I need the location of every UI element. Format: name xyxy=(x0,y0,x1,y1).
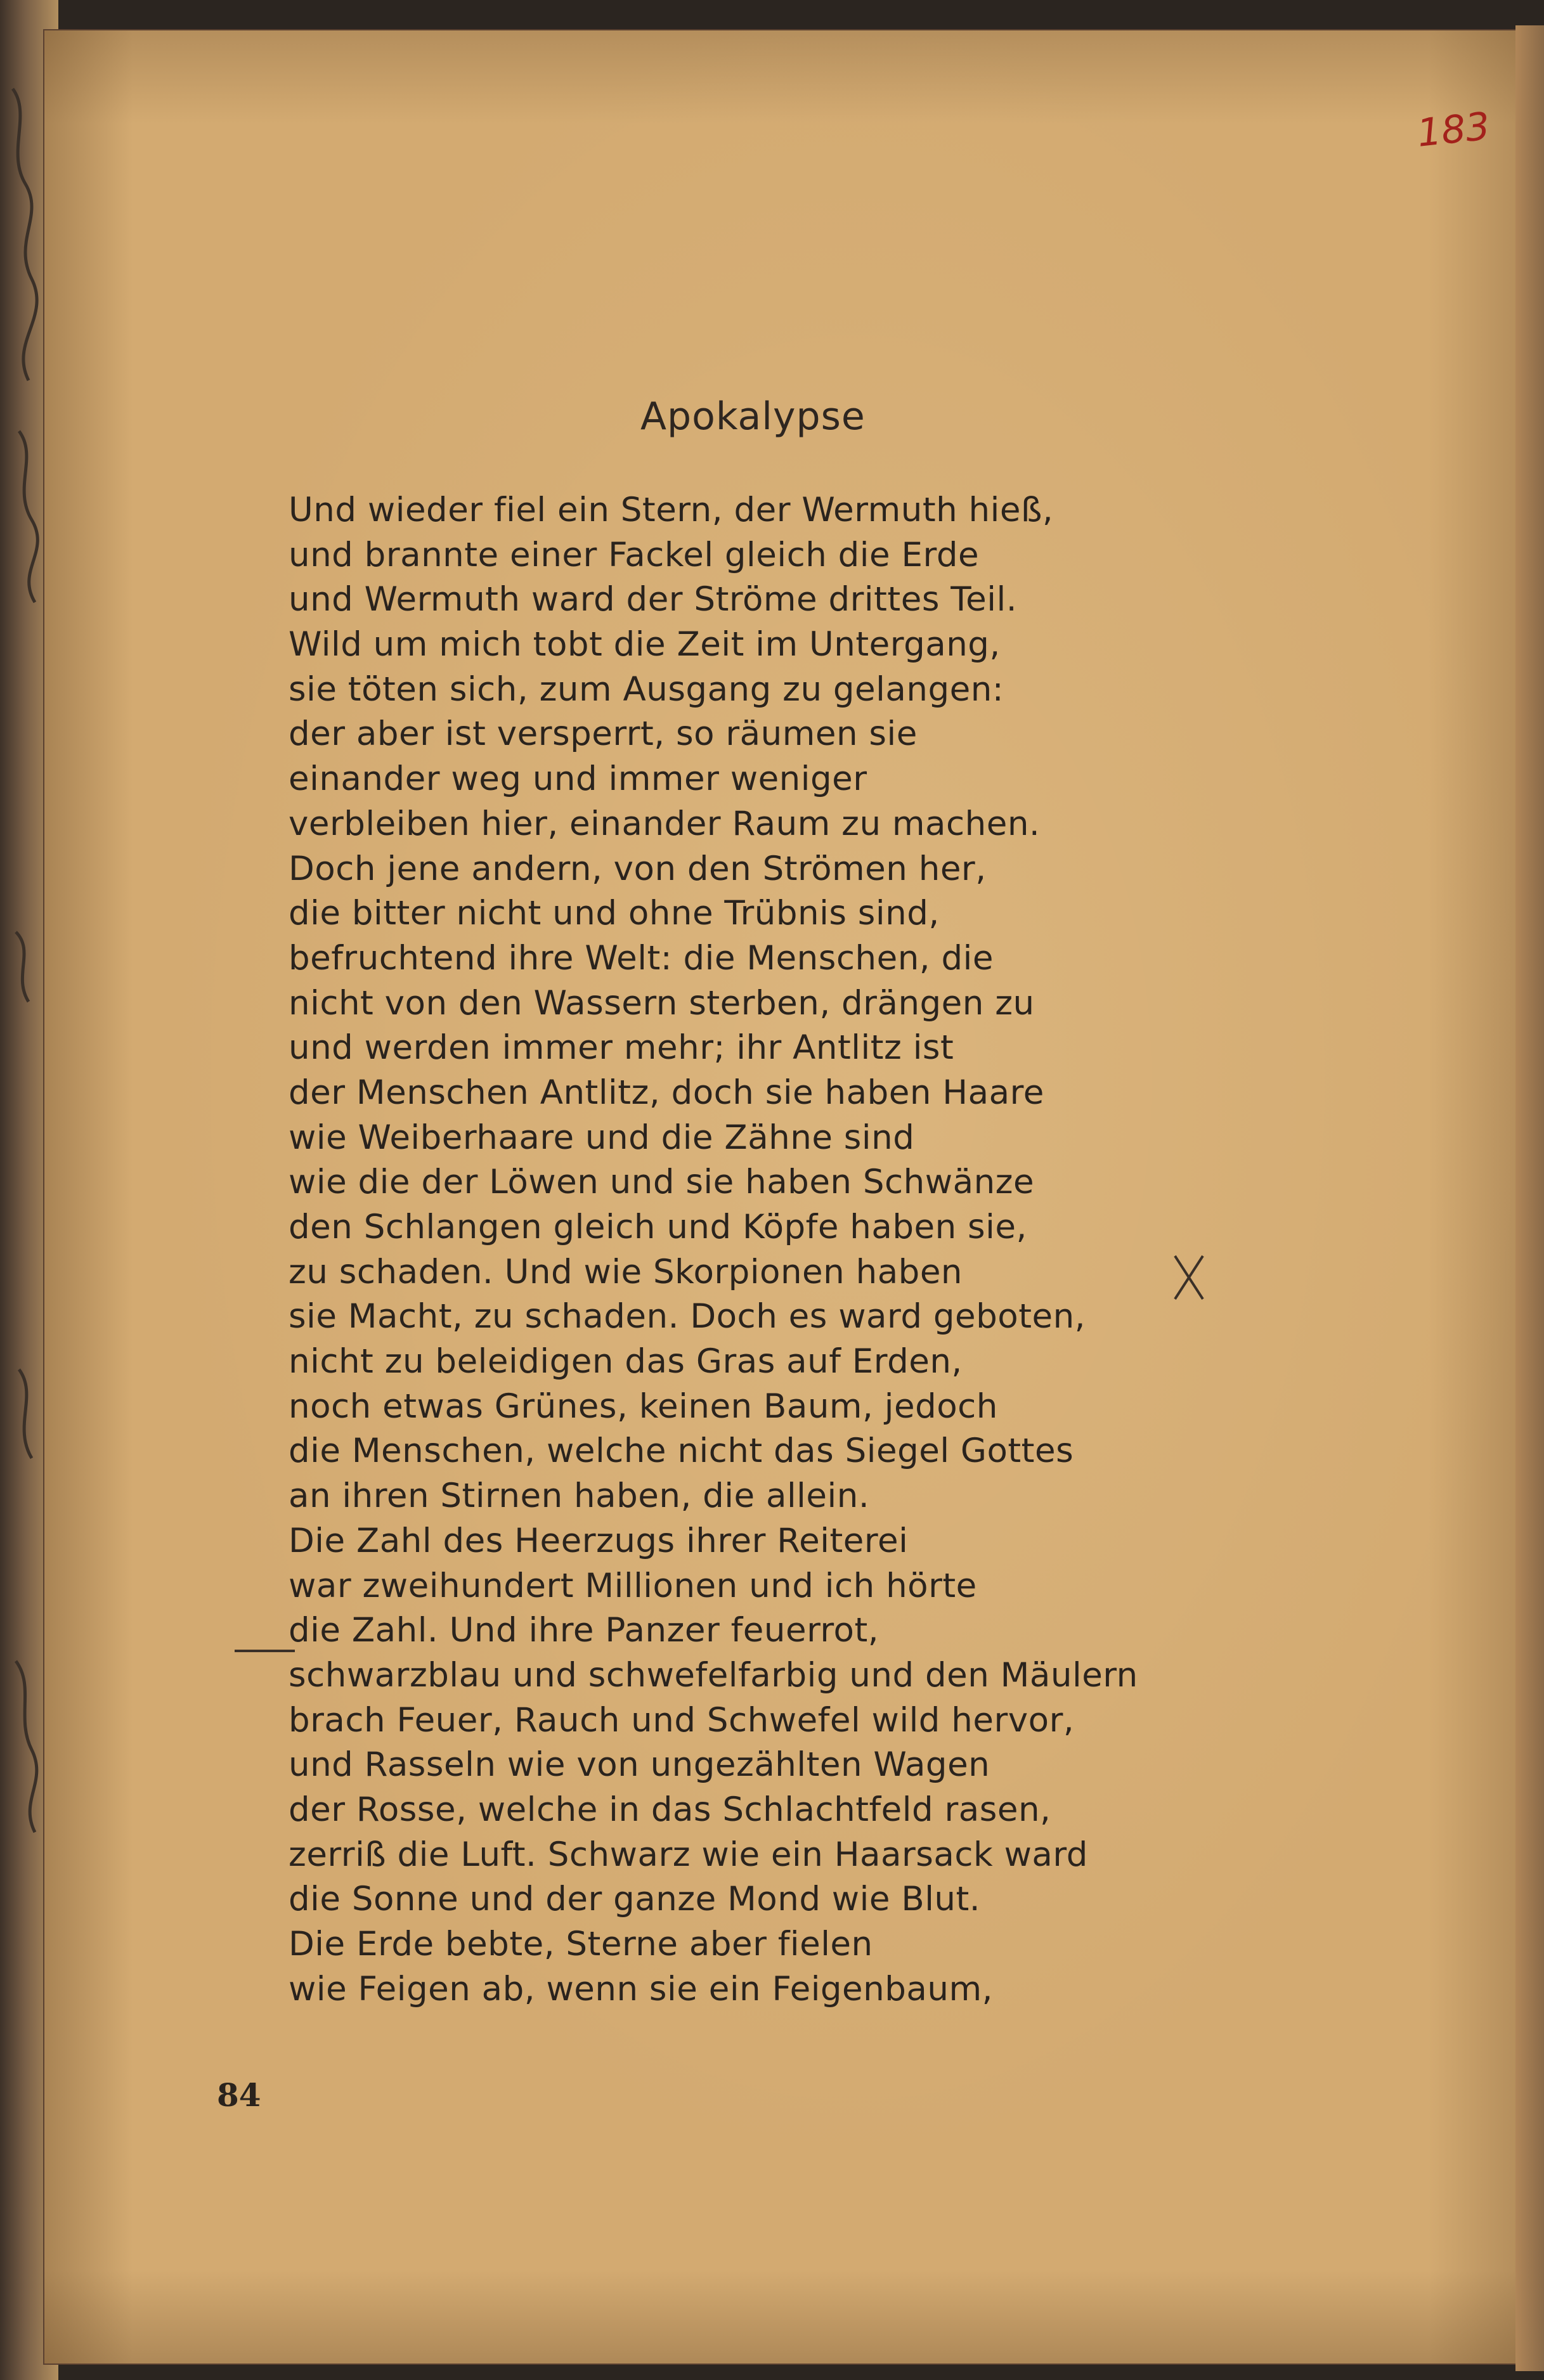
poem-line: sie Macht, zu schaden. Doch es ward geboten, xyxy=(289,1297,1086,1336)
poem-line: zu schaden. Und wie Skorpionen haben xyxy=(289,1252,963,1291)
poem-line: wie die der Löwen und sie haben Schwänze xyxy=(289,1163,1035,1202)
poem-line: und Wermuth ward der Ströme drittes Teil. xyxy=(289,580,1018,619)
poem-line: schwarzblau und schwefelfarbig und den Mäulern xyxy=(289,1655,1138,1695)
page-number: 84 xyxy=(217,2076,261,2114)
poem-line: und brannte einer Fackel gleich die Erde xyxy=(289,535,980,574)
margin-dash-icon xyxy=(235,1648,295,1653)
poem-line: an ihren Stirnen haben, die allein. xyxy=(289,1477,870,1516)
poem-line: zerriß die Luft. Schwarz wie ein Haarsack ward xyxy=(289,1835,1088,1874)
poem-line: Die Erde bebte, Sterne aber fielen xyxy=(289,1925,873,1963)
poem-line: wie Weiberhaare und die Zähne sind xyxy=(289,1118,915,1157)
page-edge xyxy=(1515,25,1544,2371)
poem-line: den Schlangen gleich und Köpfe haben sie, xyxy=(289,1208,1027,1246)
poem-line: Doch jene andern, von den Strömen her, xyxy=(289,849,987,888)
poem-line: nicht zu beleidigen das Gras auf Erden, xyxy=(289,1342,963,1381)
poem-title: Apokalypse xyxy=(640,394,866,439)
poem-line: noch etwas Grünes, keinen Baum, jedoch xyxy=(289,1387,998,1426)
poem-line: und werden immer mehr; ihr Antlitz ist xyxy=(289,1028,954,1068)
poem-line: die bitter nicht und ohne Trübnis sind, xyxy=(289,894,940,933)
poem-line: der Rosse, welche in das Schlachtfeld rasen, xyxy=(289,1790,1051,1829)
poem-line: der Menschen Antlitz, doch sie haben Haare xyxy=(289,1073,1044,1112)
poem-line: war zweihundert Millionen und ich hörte xyxy=(289,1566,977,1605)
poem-line: die Menschen, welche nicht das Siegel Gottes xyxy=(289,1432,1074,1471)
poem-line: Wild um mich tobt die Zeit im Untergang, xyxy=(289,625,1001,664)
poem-line: Die Zahl des Heerzugs ihrer Reiterei xyxy=(289,1521,909,1560)
poem-line: die Zahl. Und ihre Panzer feuerrot, xyxy=(289,1611,879,1650)
poem-line: verbleiben hier, einander Raum zu machen. xyxy=(289,804,1041,843)
cross-mark-icon xyxy=(1170,1252,1208,1303)
poem-line: sie töten sich, zum Ausgang zu gelangen: xyxy=(289,669,1004,709)
poem-line: einander weg und immer weniger xyxy=(289,760,867,799)
poem-line: nicht von den Wassern sterben, drängen zu xyxy=(289,983,1035,1023)
poem-line: die Sonne und der ganze Mond wie Blut. xyxy=(289,1880,981,1919)
poem-body xyxy=(289,488,1335,2012)
poem-line: befruchtend ihre Welt: die Menschen, die xyxy=(289,938,994,978)
poem-line: Und wieder fiel ein Stern, der Wermuth hieß, xyxy=(289,491,1054,529)
folio-number: 183 xyxy=(1415,104,1492,156)
poem-line: der aber ist versperrt, so räumen sie xyxy=(289,715,918,754)
poem-line: wie Feigen ab, wenn sie ein Feigenbaum, xyxy=(289,1969,993,2008)
poem-line: brach Feuer, Rauch und Schwefel wild hervor, xyxy=(289,1700,1075,1740)
poem-line: und Rasseln wie von ungezählten Wagen xyxy=(289,1745,990,1785)
